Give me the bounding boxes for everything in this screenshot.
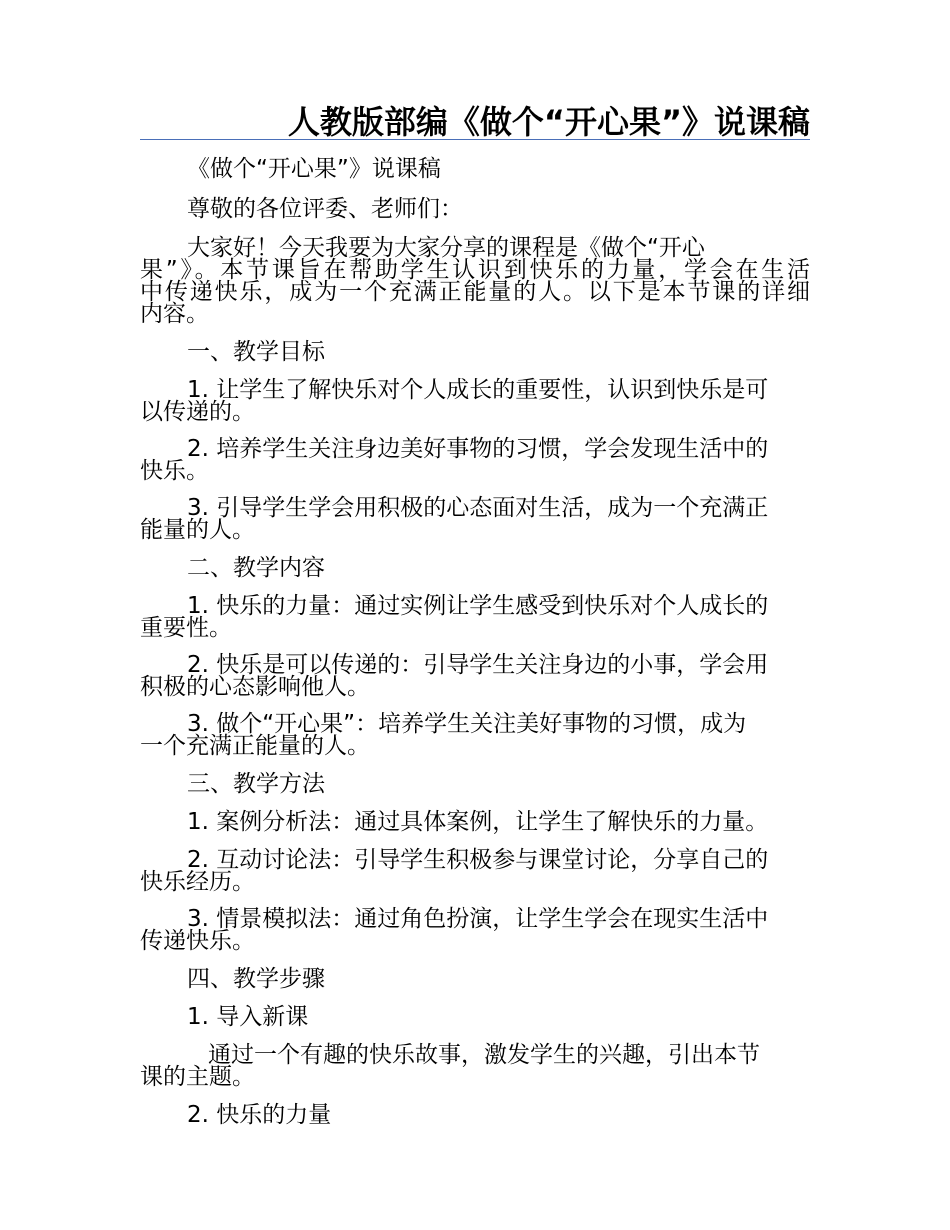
section-heading-goals (140, 341, 810, 363)
list-item (140, 595, 810, 639)
paragraph-line: 积极的心态影响他人。 (140, 674, 370, 700)
step-heading (140, 1006, 810, 1028)
paragraph-line: 快乐经历。 (140, 869, 255, 895)
paragraph-greeting (140, 198, 810, 220)
paragraph-line: 四、教学步骤 (187, 966, 325, 992)
paragraph-line: 通过一个有趣的快乐故事，激发学生的兴趣，引出本节 (208, 1042, 760, 1068)
paragraph-line: 《做个“开心果”》说课稿 (187, 156, 441, 182)
paragraph-intro (140, 237, 810, 325)
paragraph-line: 2. 互动讨论法：引导学生积极参与课堂讨论，分享自己的 (187, 847, 769, 873)
paragraph-line: 3. 引导学生学会用积极的心态面对生活，成为一个充满正 (187, 495, 769, 521)
list-item (140, 713, 810, 757)
paragraph-line: 1. 快乐的力量：通过实例让学生感受到快乐对个人成长的 (187, 593, 769, 619)
document-title: 人教版部编《做个“开心果”》说课稿 (287, 103, 810, 141)
list-item (140, 438, 810, 482)
paragraph-line: 3. 做个“开心果”：培养学生关注美好事物的习惯，成为 (187, 711, 747, 737)
paragraph-line: 内容。 (140, 301, 209, 327)
paragraph-line: 大家好！今天我要为大家分享的课程是《做个“开心 (187, 235, 705, 261)
section-heading-steps (140, 968, 810, 990)
paragraph-line: 尊敬的各位评委、老师们： (187, 196, 463, 222)
paragraph-line: 1. 案例分析法：通过具体案例，让学生了解快乐的力量。 (187, 809, 769, 835)
step-description (140, 1044, 810, 1088)
paragraph-line: 3. 情景模拟法：通过角色扮演，让学生学会在现实生活中 (187, 906, 769, 932)
paragraph-line: 重要性。 (140, 615, 232, 641)
paragraph-line: 果”》。本节课旨在帮助学生认识到快乐的力量，学会在生活 (140, 257, 810, 283)
step-heading (140, 1104, 810, 1126)
paragraph-line: 2. 快乐是可以传递的：引导学生关注身边的小事，学会用 (187, 652, 769, 678)
paragraph-line: 2. 快乐的力量 (187, 1102, 332, 1128)
list-item (140, 811, 810, 833)
list-item (140, 908, 810, 952)
paragraph-line: 一个充满正能量的人。 (140, 733, 370, 759)
paragraph-line: 以传递的。 (140, 399, 255, 425)
list-item (140, 849, 810, 893)
paragraph-line: 二、教学内容 (187, 555, 325, 581)
paragraph-line: 1. 让学生了解快乐对个人成长的重要性，认识到快乐是可 (187, 377, 769, 403)
paragraph-line: 2. 培养学生关注身边美好事物的习惯，学会发现生活中的 (187, 436, 769, 462)
document-body (140, 155, 810, 1126)
section-heading-content (140, 557, 810, 579)
list-item (140, 497, 810, 541)
paragraph-line: 能量的人。 (140, 517, 255, 543)
list-item (140, 379, 810, 423)
paragraph-line: 三、教学方法 (187, 771, 325, 797)
paragraph-line: 传递快乐。 (140, 928, 255, 954)
paragraph-line: 一、教学目标 (187, 339, 325, 365)
title-underline (140, 139, 810, 140)
paragraph-line: 快乐。 (140, 458, 209, 484)
paragraph-line: 课的主题。 (140, 1064, 255, 1090)
paragraph-line: 中传递快乐，成为一个充满正能量的人。以下是本节课的详细 (140, 279, 810, 305)
section-heading-methods (140, 773, 810, 795)
list-item (140, 654, 810, 698)
paragraph-line: 1. 导入新课 (187, 1004, 309, 1030)
paragraph-subtitle (140, 158, 810, 180)
